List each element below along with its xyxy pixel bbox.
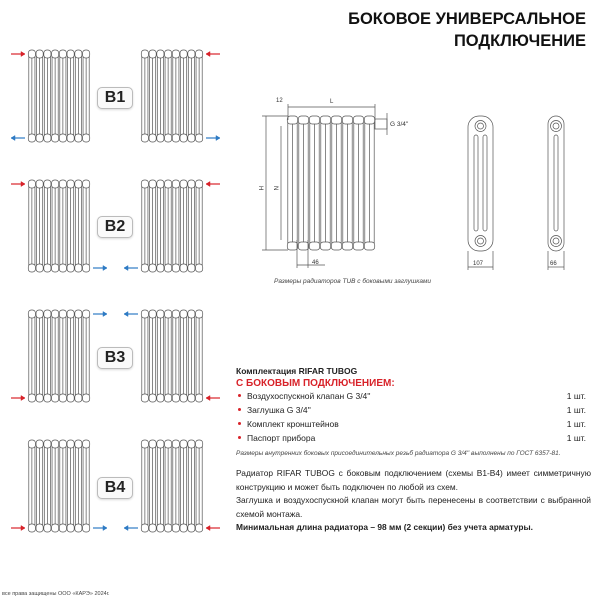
flow-arrow-icon [11, 526, 25, 531]
dim-12: 12 [276, 98, 283, 104]
flow-arrow-icon [206, 526, 220, 531]
flow-arrow-icon [124, 312, 138, 317]
bullet-icon [238, 408, 241, 411]
dimension-drawing [250, 90, 600, 275]
copyright: все права защищены ООО «КАРЭ» 2024г. [2, 591, 110, 597]
bullet-icon [238, 394, 241, 397]
description: Радиатор RIFAR TUBOG с боковым подключением (схемы B1-B4) имеет симметричную конструкцию и может быть подключен по любой из схем. Заглушка и воздухоспускной клапан могут быть перенесены в соответствии с выбранной схемой монтажа. Минимальная длина радиатора – 98 мм (2 секции) без учета арматуры. [236, 468, 591, 532]
kit-item: Комплект кронштейнов 1 шт. [236, 419, 586, 433]
dim-46: 46 [312, 260, 319, 266]
radiator-front-view [287, 116, 374, 250]
flow-arrow-icon [206, 182, 220, 187]
radiator-icon [141, 50, 202, 142]
kit-item: Паспорт прибора 1 шт. [236, 433, 586, 447]
radiator-icon [28, 180, 89, 272]
flow-arrow-icon [11, 182, 25, 187]
flow-arrow-icon [206, 52, 220, 57]
flow-arrow-icon [206, 396, 220, 401]
flow-arrow-icon [93, 312, 107, 317]
kit-list [236, 391, 586, 447]
drawing-caption: Размеры радиаторов TUB с боковыми заглушками [274, 278, 432, 285]
dim-107: 107 [473, 261, 484, 267]
flow-arrow-icon [11, 396, 25, 401]
radiator-icon [28, 440, 89, 532]
radiator-icon [287, 116, 374, 250]
radiator-icon [141, 440, 202, 532]
radiator-icon [28, 50, 89, 142]
connection-schemes [0, 0, 235, 560]
bullet-icon [238, 422, 241, 425]
radiator-icon [141, 310, 202, 402]
flow-arrow-icon [93, 266, 107, 271]
kit-heading: Комплектация RIFAR TUBOG [236, 366, 358, 376]
flow-arrow-icon [124, 526, 138, 531]
page-title: БОКОВОЕ УНИВЕРСАЛЬНОЕ ПОДКЛЮЧЕНИЕ [348, 10, 586, 50]
dim-n: N [272, 186, 278, 191]
scheme-label-b2: B2 [97, 216, 133, 238]
scheme-label-b3: B3 [97, 347, 133, 369]
flow-arrow-icon [11, 136, 25, 141]
dim-66: 66 [550, 261, 557, 267]
flow-arrow-icon [206, 136, 220, 141]
scheme-label-b1: B1 [97, 87, 133, 109]
kit-item: Заглушка G 3/4'' 1 шт. [236, 405, 586, 419]
kit-subheading: С БОКОВЫМ ПОДКЛЮЧЕНИЕМ: [236, 378, 395, 389]
flow-arrow-icon [93, 526, 107, 531]
flow-arrow-icon [124, 266, 138, 271]
kit-note: Размеры внутренних боковых присоединительных резьб радиатора G 3/4'' выполнены по ГОСТ 6357-81. [236, 450, 561, 457]
flow-arrow-icon [11, 52, 25, 57]
thread-label: G 3/4'' [390, 121, 409, 128]
bullet-icon [238, 436, 241, 439]
radiator-icon [28, 310, 89, 402]
dim-l: L [330, 99, 334, 105]
dim-h: H [257, 186, 263, 191]
kit-item: Воздухоспускной клапан G 3/4'' 1 шт. [236, 391, 586, 405]
scheme-label-b4: B4 [97, 477, 133, 499]
radiator-icon [141, 180, 202, 272]
